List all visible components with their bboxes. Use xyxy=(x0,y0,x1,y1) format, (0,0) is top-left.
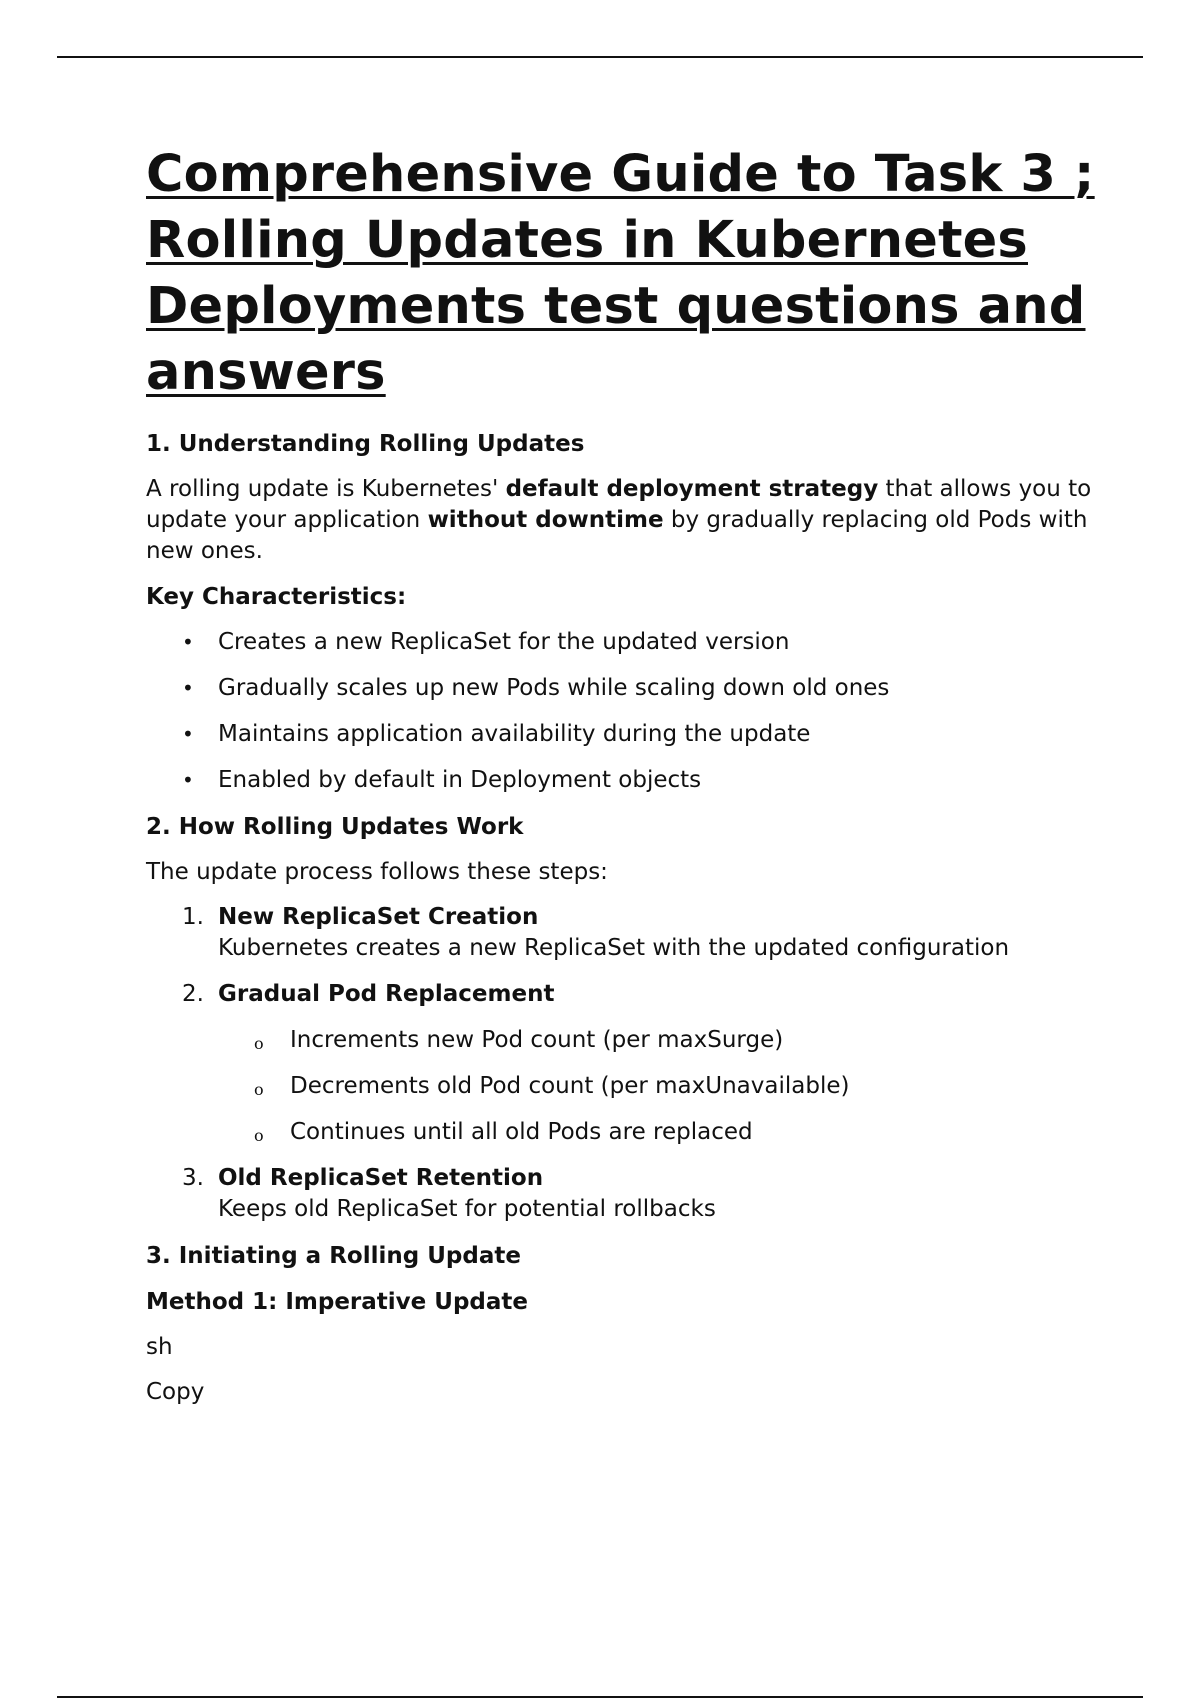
method-1-heading: Method 1: Imperative Update xyxy=(146,1289,528,1315)
step-item xyxy=(146,1163,1096,1225)
intro-text-1: A rolling update is Kubernetes' xyxy=(146,476,506,502)
bullet-marker: • xyxy=(182,722,194,746)
sub-list-item xyxy=(218,1071,1096,1102)
section-1-intro xyxy=(146,474,1096,567)
step-title: New ReplicaSet Creation xyxy=(218,904,539,930)
key-characteristics-list xyxy=(146,627,1096,796)
step-title: Gradual Pod Replacement xyxy=(218,981,555,1007)
list-item xyxy=(146,673,1096,704)
list-item xyxy=(146,627,1096,658)
sub-list-item-text: Decrements old Pod count (per maxUnavailable) xyxy=(290,1073,850,1099)
bullet-marker: • xyxy=(182,768,194,792)
sub-bullet-marker: o xyxy=(254,1126,264,1145)
list-item-text: Gradually scales up new Pods while scaling down old ones xyxy=(218,675,890,701)
intro-text-3: by gradually replacing old Pods with new ones. xyxy=(146,507,1088,564)
list-item-text: Maintains application availability during the update xyxy=(218,721,811,747)
sub-bullet-marker: o xyxy=(254,1080,264,1099)
top-rule xyxy=(57,56,1143,58)
document-body xyxy=(146,142,1096,1422)
bullet-marker: • xyxy=(182,630,194,654)
step-description: Keeps old ReplicaSet for potential rollbacks xyxy=(218,1196,716,1222)
bullet-marker: • xyxy=(182,676,194,700)
step-description: Kubernetes creates a new ReplicaSet with the updated configuration xyxy=(218,935,1010,961)
section-3-heading: 3. Initiating a Rolling Update xyxy=(146,1243,521,1269)
step-item xyxy=(146,902,1096,964)
sub-list-item-text: Increments new Pod count (per maxSurge) xyxy=(290,1027,784,1053)
step-item xyxy=(146,979,1096,1148)
page-title: Comprehensive Guide to Task 3 ; Rolling Updates in Kubernetes Deployments test questions and answers xyxy=(146,145,1095,402)
step-number: 2. xyxy=(182,981,204,1007)
copy-button[interactable]: Copy xyxy=(146,1379,205,1405)
step-number: 1. xyxy=(182,904,204,930)
code-language-label: sh xyxy=(146,1334,173,1360)
key-characteristics-heading: Key Characteristics: xyxy=(146,584,407,610)
list-item xyxy=(146,765,1096,796)
section-1-heading: 1. Understanding Rolling Updates xyxy=(146,431,585,457)
intro-bold-2: without downtime xyxy=(427,507,664,533)
sub-list-item xyxy=(218,1025,1096,1056)
list-item-text: Creates a new ReplicaSet for the updated version xyxy=(218,629,790,655)
section-2-intro: The update process follows these steps: xyxy=(146,859,608,885)
sub-steps-list xyxy=(218,1025,1096,1148)
step-number: 3. xyxy=(182,1165,204,1191)
sub-bullet-marker: o xyxy=(254,1034,264,1053)
section-2-heading: 2. How Rolling Updates Work xyxy=(146,814,524,840)
intro-text-2: that allows you to update your application xyxy=(146,476,1092,533)
step-title: Old ReplicaSet Retention xyxy=(218,1165,544,1191)
bottom-rule xyxy=(57,1696,1143,1698)
steps-list xyxy=(146,902,1096,1225)
list-item-text: Enabled by default in Deployment objects xyxy=(218,767,702,793)
sub-list-item xyxy=(218,1117,1096,1148)
intro-bold-1: default deployment strategy xyxy=(505,476,879,502)
list-item xyxy=(146,719,1096,750)
sub-list-item-text: Continues until all old Pods are replaced xyxy=(290,1119,753,1145)
